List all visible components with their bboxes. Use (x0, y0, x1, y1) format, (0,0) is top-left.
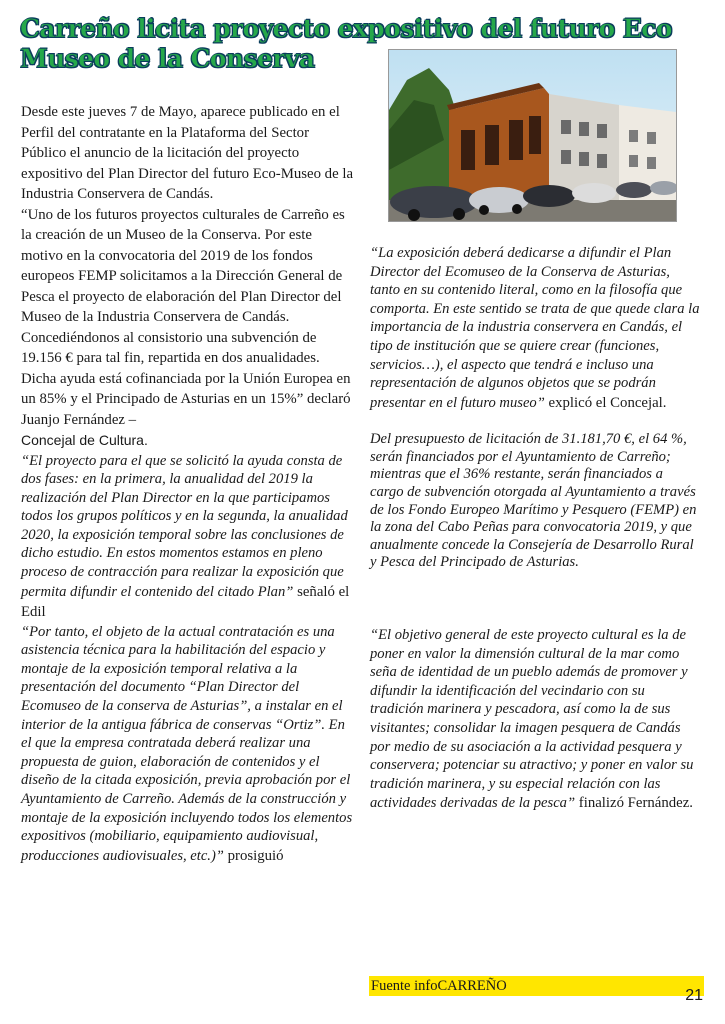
quote-contract-attribution: prosiguió (223, 847, 284, 864)
quote-phases-text: “El proyecto para el que se solicitó la ayuda consta de dos fases: en la primera, la anualidad del 2019 la realización del Plan Director en la que participamos todos los grupos políticos y en la segunda, la anualidad 2020, la exposición temporal sobre las conclusiones de dicho estudio. En estos momentos estamos en pleno proceso de contracción para realizar la exposición que permita difundir el contenido del citado Plan” (21, 452, 348, 600)
paragraph-quote-museum (21, 205, 357, 452)
spacer (370, 572, 700, 626)
paragraph-objective (370, 626, 700, 814)
paragraph-exhibition (370, 244, 700, 413)
quote-phases-attribution: señaló el Edil (21, 583, 350, 621)
article-title: Carreño licita proyecto expositivo del futuro Eco Museo de la Conserva (20, 14, 672, 73)
quote-exhibition-attribution: explicó el Concejal. (544, 394, 667, 411)
paragraph-intro: Desde este jueves 7 de Mayo, aparece publicado en el Perfil del contratante en la Plataforma del Sector Público el anuncio de la licitación del proyecto expositivo del Plan Director del futuro Eco-Museo de la Industria Conservera de Candás. (21, 104, 354, 202)
article-left-column (21, 102, 357, 866)
quote-contract-text: “Por tanto, el objeto de la actual contratación es una asistencia técnica para la habilitación del espacio y montaje de la exposición temporal relativa a la presentación del documento “Plan Director del Ecomuseo de la conserva de Asturias”, a instalar en el interior de la antigua fábrica de conservas “Ortiz”. En el que la empresa contratada deberá realizar una propuesta de guion, elaboración de contenidos y el diseño de la citada exposición, previa aprobación por el Ayuntamiento de Carreño. Además de la construcción y montaje de la exposición incluyendo todos los elementos expositivos (mobiliario, equipamiento audiovisual, producciones audiovisuales, etc.)” (21, 623, 353, 864)
quote-museum-text: “Uno de los futuros proyectos culturales de Carreño es la creación de un Museo de la Conserva. Por este motivo en la convocatoria del 2019 de los fondos europeos FEMP solicitamos a la Dirección General de Pesca el proyecto de elaboración del Plan Director del Museo de la Industria Conservera de Candás. Concediéndonos al consistorio una subvención de 19.156 € para tal fin, repartida en dos anualidades. Dicha ayuda está cofinanciada por la Unión Europea en un 85% y el Principado de Asturias en un 15%” declaró Juanjo Fernández – (21, 206, 351, 428)
page-number: 21 (685, 987, 703, 1004)
article-right-column (370, 244, 700, 814)
quote-exhibition-text: “La exposición deberá dedicarse a difundir el Plan Director del Ecomuseo de la Conserva de Asturias, tanto en su contenido literal, como en la filosofía que comporta. En este sentido se trata de que quede clara la importancia de la industria conservera en Candás, el tipo de institución que se quiere crear (funciones, servicios…), el aspecto que tendrá e incluso una representación de algunos objetos que se podrán presentar en el futuro museo” (370, 245, 700, 411)
quote-museum-speaker: Concejal de Cultura. (21, 432, 148, 448)
spacer (370, 413, 700, 431)
quote-objective-text: “El objetivo general de este proyecto cultural es la de poner en valor la dimensión cultural de la mar como seña de identidad de un pueblo además de promover y difundir la identificación del vecindario con su tradición marinera y pescadora, así como la de sus visitantes; consolidar la imagen pesquera de Candás por medio de su asociación a la actividad pesquera y conservera; potenciar su atractivo; y poner en valor su tradición marinera, y su especial relación con las actividades derivadas de la pesca” (370, 627, 694, 812)
source-credit: Fuente infoCARREÑO (369, 976, 704, 996)
paragraph-phases (21, 452, 357, 623)
paragraph-budget: Del presupuesto de licitación de 31.181,70 €, el 64 %, serán financiados por el Ayuntamiento de Carreño; mientras que el 36% restante, serán financiados a cargo de subvención otorgada al Ayuntamiento a través de los Fondo Europeo Marítimo y Pesquero (FEMP) en la zona del Cabo Peñas para convocatoria 2019, y que anualmente concede la Consejería de Desarrollo Rural y Pesca del Principado de Asturias. (370, 431, 697, 571)
street-photo (388, 49, 677, 222)
street-photo-icon (389, 50, 676, 221)
quote-objective-attribution: finalizó Fernández. (575, 795, 694, 812)
paragraph-contract (21, 623, 357, 867)
